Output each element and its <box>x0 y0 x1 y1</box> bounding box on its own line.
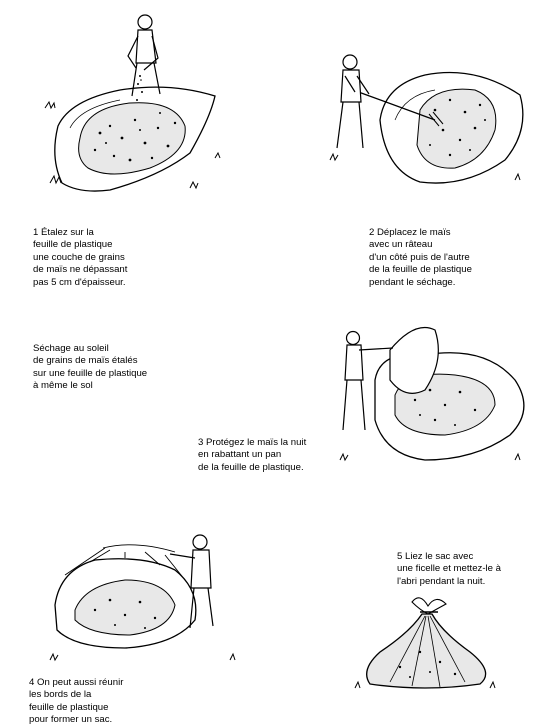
person-raking-icon <box>325 50 540 195</box>
caption-step-5: 5 Liez le sac avec une ficelle et mettez-le à l'abri pendant la nuit. <box>397 551 501 587</box>
caption-step-4: 4 On peut aussi réunir les bords de la feuille de plastique pour former un sac. <box>29 677 124 726</box>
caption-overview: Séchage au soleil de grains de maïs étalés sur une feuille de plastique à même le sol <box>33 343 148 392</box>
person-spreading-grain-icon <box>40 8 230 203</box>
illustration-step-1 <box>40 8 230 203</box>
illustration-step-2 <box>325 50 540 195</box>
caption-step-3: 3 Protégez le maïs la nuit en rabattant un pan de la feuille de plastique. <box>198 437 307 473</box>
illustration-step-5 <box>350 592 505 694</box>
caption-step-1: 1 Étalez sur la feuille de plastique une couche de grains de maïs ne dépassant pas 5 cm d'épaisseur. <box>33 227 128 288</box>
caption-step-2: 2 Déplacez le maïs avec un râteau d'un côté puis de l'autre de la feuille de plastique pendant le séchage. <box>369 227 472 288</box>
tied-sack-icon <box>350 592 505 694</box>
person-gathering-sheet-icon <box>45 530 255 670</box>
illustration-step-4 <box>45 530 255 670</box>
